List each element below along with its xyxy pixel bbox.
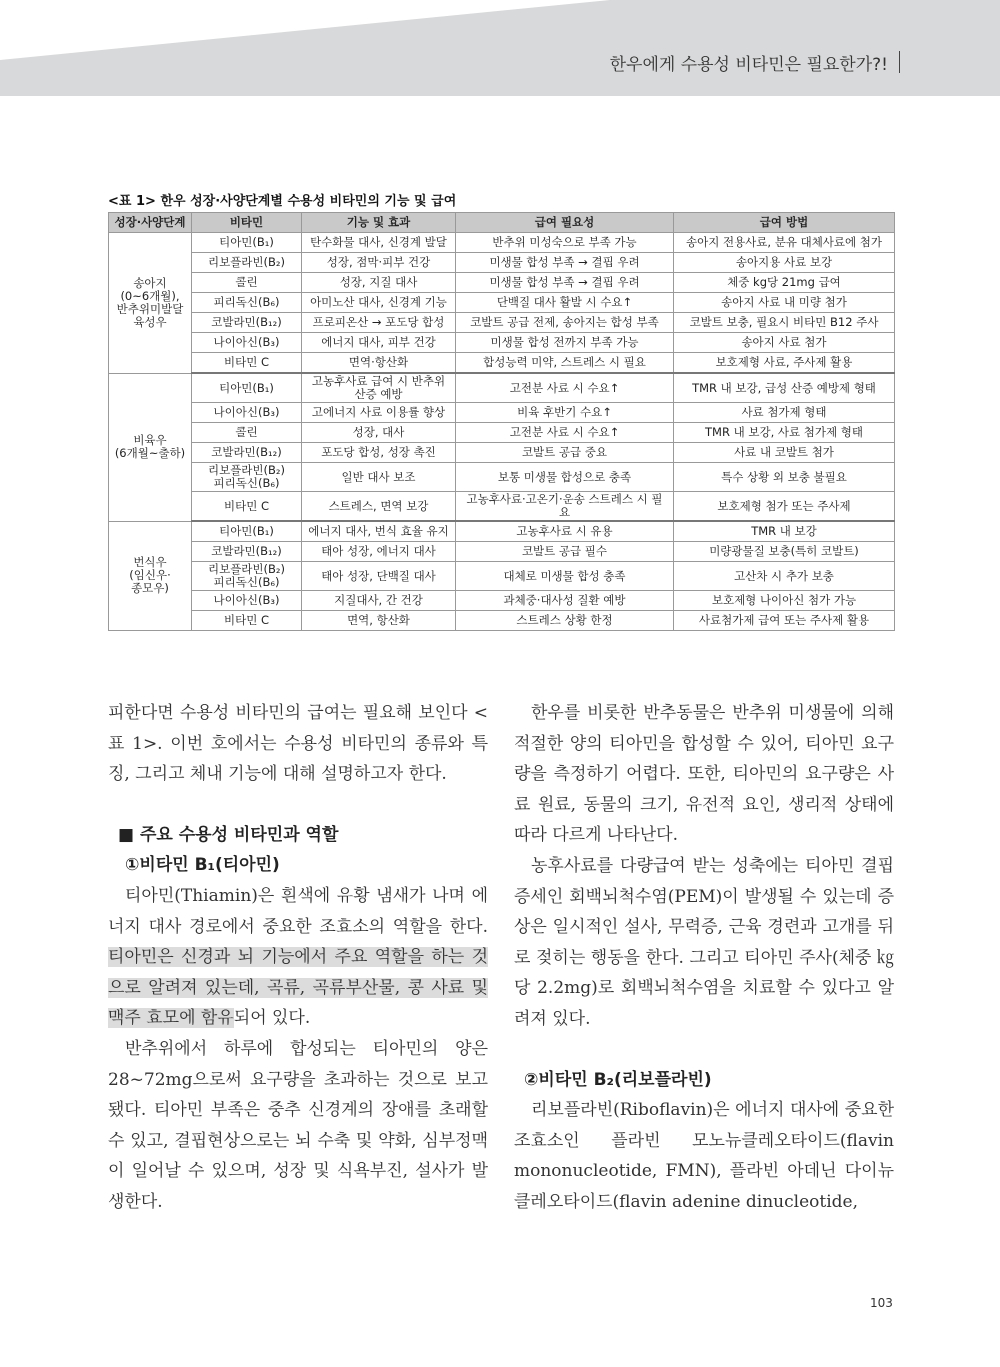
vitamin-cell: 나이아신(B₃) bbox=[192, 403, 302, 423]
left-paragraph-3: 반추위에서 하루에 합성되는 티아민의 양은 28~72mg으로써 요구량을 초과하는 것으로 보고됐다. 티아민 부족은 중추 신경계의 장애를 초래할 수 있고, 결핍현상으로는 뇌 수축 및 약화, 심부정맥이 일어날 수 있으며, 성장 및 식욕부진, 설사가 발생한다. bbox=[108, 1038, 488, 1212]
highlighted-text: 티아민은 신경과 뇌 기능에서 주요 역할을 하는 것으로 알려져 있는데, 곡류, 곡류부산물, 콩 사료 및 맥주 효모에 함유 bbox=[108, 947, 488, 1029]
right-column bbox=[514, 698, 894, 1218]
page-number: 103 bbox=[870, 1296, 893, 1310]
vitamin-cell: 리보플라빈(B₂) 피리독신(B₆) bbox=[192, 463, 302, 492]
necessity-cell: 코발트 공급 전제, 송아지는 합성 부족 bbox=[456, 313, 674, 333]
left-paragraph-1: 피한다면 수용성 비타민의 급여는 필요해 보인다 <표 1>. 이번 호에서는 수용성 비타민의 종류와 특징, 그리고 체내 기능에 대해 설명하고자 한다. bbox=[108, 703, 488, 785]
table-caption: <표 1> 한우 성장·사양단계별 수용성 비타민의 기능 및 급여 bbox=[108, 194, 457, 209]
necessity-cell: 고농후사료·고온기·운송 스트레스 시 필 요 bbox=[456, 492, 674, 522]
method-cell: TMR 내 보강, 사료 첨가제 형태 bbox=[674, 423, 895, 443]
table-row bbox=[109, 591, 895, 611]
table-row bbox=[109, 273, 895, 293]
method-cell: 송아지 사료 첨가 bbox=[674, 333, 895, 353]
method-cell: 송아지 사료 내 미량 첨가 bbox=[674, 293, 895, 313]
necessity-cell: 고전분 사료 시 수요↑ bbox=[456, 423, 674, 443]
necessity-cell: 보통 미생물 합성으로 충족 bbox=[456, 463, 674, 492]
function-cell: 일반 대사 보조 bbox=[302, 463, 456, 492]
method-cell: 사료 첨가제 형태 bbox=[674, 403, 895, 423]
right-paragraph-1: 한우를 비롯한 반추동물은 반추위 미생물에 의해 적절한 양의 티아민을 합성할 수 있어, 티아민 요구량을 측정하기 어렵다. 또한, 티아민의 요구량은 사료 원료, 동물의 크기, 유전적 요인, 생리적 상태에 따라 다르게 나타난다. bbox=[514, 703, 894, 846]
vitamin-cell: 피리독신(B₆) bbox=[192, 293, 302, 313]
vitamin-cell: 나이아신(B₃) bbox=[192, 333, 302, 353]
function-cell: 스트레스, 면역 보강 bbox=[302, 492, 456, 522]
vitamin-cell: 코발라민(B₁₂) bbox=[192, 542, 302, 562]
function-cell: 성장, 대사 bbox=[302, 423, 456, 443]
method-cell: 사료 내 코발트 첨가 bbox=[674, 443, 895, 463]
function-cell: 태아 성장, 에너지 대사 bbox=[302, 542, 456, 562]
method-cell: 보호제형 첨가 또는 주사제 bbox=[674, 492, 895, 522]
table-row bbox=[109, 253, 895, 273]
function-cell: 아미노산 대사, 신경계 기능 bbox=[302, 293, 456, 313]
necessity-cell: 과체중·대사성 질환 예방 bbox=[456, 591, 674, 611]
method-cell: 송아지용 사료 보강 bbox=[674, 253, 895, 273]
table-row bbox=[109, 233, 895, 253]
left-column bbox=[108, 698, 488, 1218]
function-cell: 지질대사, 간 건강 bbox=[302, 591, 456, 611]
table-row bbox=[109, 542, 895, 562]
function-cell: 탄수화물 대사, 신경계 발달 bbox=[302, 233, 456, 253]
necessity-cell: 미생물 합성 전까지 부족 가능 bbox=[456, 333, 674, 353]
necessity-cell: 고농후사료 시 유용 bbox=[456, 521, 674, 542]
stage-cell: 비육우 (6개월~출하) bbox=[109, 373, 192, 521]
necessity-cell: 비육 후반기 수요↑ bbox=[456, 403, 674, 423]
function-cell: 성장, 지질 대사 bbox=[302, 273, 456, 293]
vitamin-cell: 티아민(B₁) bbox=[192, 373, 302, 403]
vitamin-cell: 코발라민(B₁₂) bbox=[192, 313, 302, 333]
header-divider bbox=[899, 51, 900, 73]
stage-cell: 번식우 (임신우· 종모우) bbox=[109, 521, 192, 631]
necessity-cell: 미생물 합성 부족 → 결핍 우려 bbox=[456, 273, 674, 293]
necessity-cell: 스트레스 상황 한정 bbox=[456, 611, 674, 631]
vitamin-cell: 비타민 C bbox=[192, 353, 302, 374]
table-body bbox=[109, 233, 895, 631]
method-cell: 보호제형 나이아신 첨가 가능 bbox=[674, 591, 895, 611]
table-row bbox=[109, 562, 895, 591]
vitamin-cell: 비타민 C bbox=[192, 492, 302, 522]
necessity-cell: 코발트 공급 필수 bbox=[456, 542, 674, 562]
table-row bbox=[109, 333, 895, 353]
page-header bbox=[0, 0, 1000, 96]
right-paragraph-2: 농후사료를 다량급여 받는 성축에는 티아민 결핍증세인 회백뇌척수염(PEM)이 발생될 수 있는데 증상은 일시적인 설사, 무력증, 근육 경련과 고개를 뒤로 젖히는 행동을 한다. 그리고 티아민 주사(체중 ㎏당 2.2mg)로 회백뇌척수염을 치료할 수 있다고 알려져 있다. bbox=[514, 855, 894, 1029]
function-cell: 면역·항산화 bbox=[302, 353, 456, 374]
stage-cell: 송아지 (0~6개월), 반추위미발달 육성우 bbox=[109, 233, 192, 374]
table-header-row bbox=[109, 213, 895, 233]
vitamin-b1-heading: ①비타민 B₁(티아민) bbox=[125, 855, 280, 876]
right-paragraph-3: 리보플라빈(Riboflavin)은 에너지 대사에 중요한 조효소인 플라빈 모노뉴클레오타이드(flavin mononucleotide, FMN), 플라빈 아데닌 다이뉴클레오타이드(flavin adenine dinucleotide, bbox=[514, 1100, 894, 1212]
method-cell: 미량광물질 보충(특히 코발트) bbox=[674, 542, 895, 562]
vitamin-b2-heading: ②비타민 B₂(리보플라빈) bbox=[524, 1069, 712, 1090]
p2-text: 티아민(Thiamin)은 흰색에 유황 냄새가 나며 에너지 대사 경로에서 중요한 조효소의 역할을 한다. bbox=[108, 885, 488, 937]
necessity-cell: 미생물 합성 부족 → 결핍 우려 bbox=[456, 253, 674, 273]
vitamin-table bbox=[108, 212, 895, 631]
function-cell: 태아 성장, 단백질 대사 bbox=[302, 562, 456, 591]
table-row bbox=[109, 443, 895, 463]
table-row bbox=[109, 521, 895, 542]
method-cell: TMR 내 보강 bbox=[674, 521, 895, 542]
p2-text-end: 되어 있다. bbox=[233, 1008, 311, 1029]
method-cell: TMR 내 보강, 급성 산증 예방제 형태 bbox=[674, 373, 895, 403]
vitamin-cell: 콜린 bbox=[192, 423, 302, 443]
table-row bbox=[109, 353, 895, 374]
vitamin-cell: 비타민 C bbox=[192, 611, 302, 631]
table-row bbox=[109, 373, 895, 403]
method-cell: 사료첨가제 급여 또는 주사제 활용 bbox=[674, 611, 895, 631]
function-cell: 성장, 점막·피부 건강 bbox=[302, 253, 456, 273]
running-title: 한우에게 수용성 비타민은 필요한가?! bbox=[609, 55, 888, 75]
vitamin-cell: 티아민(B₁) bbox=[192, 233, 302, 253]
necessity-cell: 고전분 사료 시 수요↑ bbox=[456, 373, 674, 403]
vitamin-cell: 나이아신(B₃) bbox=[192, 591, 302, 611]
vitamin-cell: 콜린 bbox=[192, 273, 302, 293]
necessity-cell: 반추위 미성숙으로 부족 가능 bbox=[456, 233, 674, 253]
function-cell: 에너지 대사, 번식 효율 유지 bbox=[302, 521, 456, 542]
header-method: 급여 방법 bbox=[674, 213, 895, 233]
method-cell: 특수 상황 외 보충 불필요 bbox=[674, 463, 895, 492]
table-row bbox=[109, 293, 895, 313]
necessity-cell: 합성능력 미약, 스트레스 시 필요 bbox=[456, 353, 674, 374]
method-cell: 고산차 시 추가 보충 bbox=[674, 562, 895, 591]
table-row bbox=[109, 463, 895, 492]
method-cell: 체중 kg당 21mg 급여 bbox=[674, 273, 895, 293]
function-cell: 포도당 합성, 성장 촉진 bbox=[302, 443, 456, 463]
table-row bbox=[109, 611, 895, 631]
header-vitamin: 비타민 bbox=[192, 213, 302, 233]
method-cell: 보호제형 사료, 주사제 활용 bbox=[674, 353, 895, 374]
table-row bbox=[109, 492, 895, 522]
function-cell: 고에너지 사료 이용률 향상 bbox=[302, 403, 456, 423]
method-cell: 송아지 전용사료, 분유 대체사료에 첨가 bbox=[674, 233, 895, 253]
necessity-cell: 단백질 대사 활발 시 수요↑ bbox=[456, 293, 674, 313]
vitamin-cell: 코발라민(B₁₂) bbox=[192, 443, 302, 463]
function-cell: 면역, 항산화 bbox=[302, 611, 456, 631]
vitamin-cell: 리보플라빈(B₂) 피리독신(B₆) bbox=[192, 562, 302, 591]
vitamin-cell: 리보플라빈(B₂) bbox=[192, 253, 302, 273]
function-cell: 프로피온산 → 포도당 합성 bbox=[302, 313, 456, 333]
method-cell: 코발트 보충, 필요시 비타민 B12 주사 bbox=[674, 313, 895, 333]
function-cell: 에너지 대사, 피부 건강 bbox=[302, 333, 456, 353]
header-decoration-white bbox=[0, 0, 610, 60]
table-row bbox=[109, 403, 895, 423]
table-row bbox=[109, 313, 895, 333]
vitamin-cell: 티아민(B₁) bbox=[192, 521, 302, 542]
header-stage: 성장·사양단계 bbox=[109, 213, 192, 233]
necessity-cell: 코발트 공급 중요 bbox=[456, 443, 674, 463]
header-necessity: 급여 필요성 bbox=[456, 213, 674, 233]
function-cell: 고농후사료 급여 시 반추위 산증 예방 bbox=[302, 373, 456, 403]
necessity-cell: 대체로 미생물 합성 충족 bbox=[456, 562, 674, 591]
left-paragraph-2 bbox=[108, 881, 488, 1034]
header-function: 기능 및 효과 bbox=[302, 213, 456, 233]
table-row bbox=[109, 423, 895, 443]
section-heading: ■ 주요 수용성 비타민과 역할 bbox=[118, 824, 339, 845]
